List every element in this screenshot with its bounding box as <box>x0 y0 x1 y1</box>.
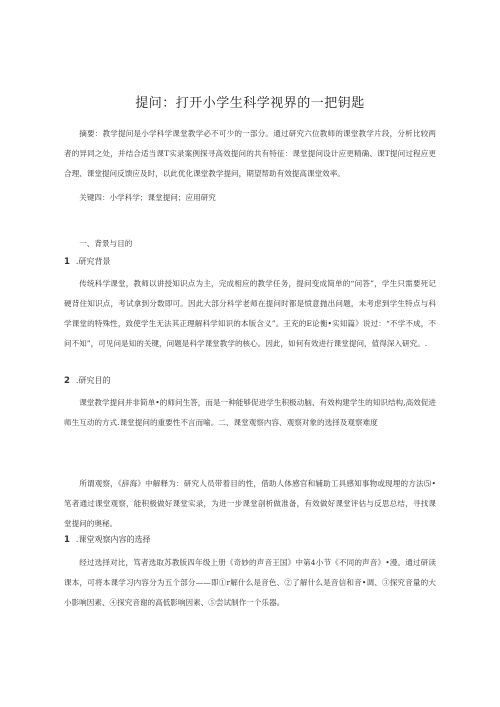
paragraph-observation-definition <box>64 474 436 534</box>
subheading-research-purpose <box>64 375 110 386</box>
abstract-paragraph <box>64 124 436 184</box>
subheading-label: .课堂观察内容的选择 <box>75 535 151 544</box>
subheading-observation-content <box>64 534 150 545</box>
document-title: 提问：打开小学生科学视界的一把钥匙 <box>135 96 365 111</box>
subheading-research-background <box>64 256 110 267</box>
subheading-number: 2 <box>64 376 70 386</box>
paragraph-text: 所谓观察，《辞海》中解释为：研究人员带着目的性，借助人体感官和辅助工具感知事物或现埋的方法⑸•笔者通过课堂观察，能积极做好课堂实录，为进一步课堂剖析做准备，有效做好课堂评估与反思总结，寻找课堂提问的奥秘。 <box>64 479 436 528</box>
subheading-label: .研究目的 <box>75 376 111 385</box>
keywords-text: 关键四：小学科学；课堂提问；应用研究 <box>79 193 216 202</box>
subheading-number: 1 <box>64 535 70 545</box>
paragraph-research-background <box>64 274 436 354</box>
abstract-text: 摘要：教学提问是小学科学课堂教学必不可少的一部分。通过研究六位教师的课堂教学片段，分析比较两者的异同之处，并结合适当课T实录案例探寻高效提问的共有特征：课堂提问设计应更精确、课T提问过程应更合理、课堂提问反馈应及时，以此优化课堂教学提问，期望帮助有效提高课堂效率。 <box>64 129 436 178</box>
subheading-number: 1 <box>64 257 70 267</box>
keywords-line <box>64 188 436 208</box>
paragraph-research-purpose <box>64 393 436 433</box>
paragraph-text: 传统科学课堂，教师以讲授知识点为主，完成相应的教学任务，提问变成简单的“问答”，学生只需要死记硬背住知识点，考试拿到分数即可。因此大部分科学老师在提问时都是愤意抛出问题，未考虑到学生特点与科学课堂的特殊性，致使学生无法其正理解科学知识的本版含义”。王充的E论衡•实知篇》说过：“不学不成，不问不知”，可见问是知的关键，问题是科学课堂教学的核心。因此，如何有效进行课堂提问，值得深入研究。. <box>64 279 436 348</box>
paragraph-text: 经过选择对比，笃者选取苏教版四年级上册《奇妙的声音王国》中第4小节《不同的声音》•漫。通过研读课本，可将本课学习内容分为五个部分——即①r解什么是音色、②了解什么是音信和音•调、③探究音量的大小影响因素、④探究音谢的高低影响因素、⑤尝试制作一个乐器。 <box>64 558 436 607</box>
paragraph-observation-content <box>64 553 436 613</box>
paragraph-text: 课堂教学提问并非简单•的师问生答，而是一种能够促进学生积极动脑、有效构建学生的知识结构,高效促进师生互动的方式.课堂提问的重要性不言而喻。二、课堂观察内容、观察对象的选择及观察难度 <box>64 398 436 427</box>
section-heading-background: 一、背景与目的 <box>79 239 133 248</box>
subheading-label: .研究背景 <box>75 257 111 266</box>
